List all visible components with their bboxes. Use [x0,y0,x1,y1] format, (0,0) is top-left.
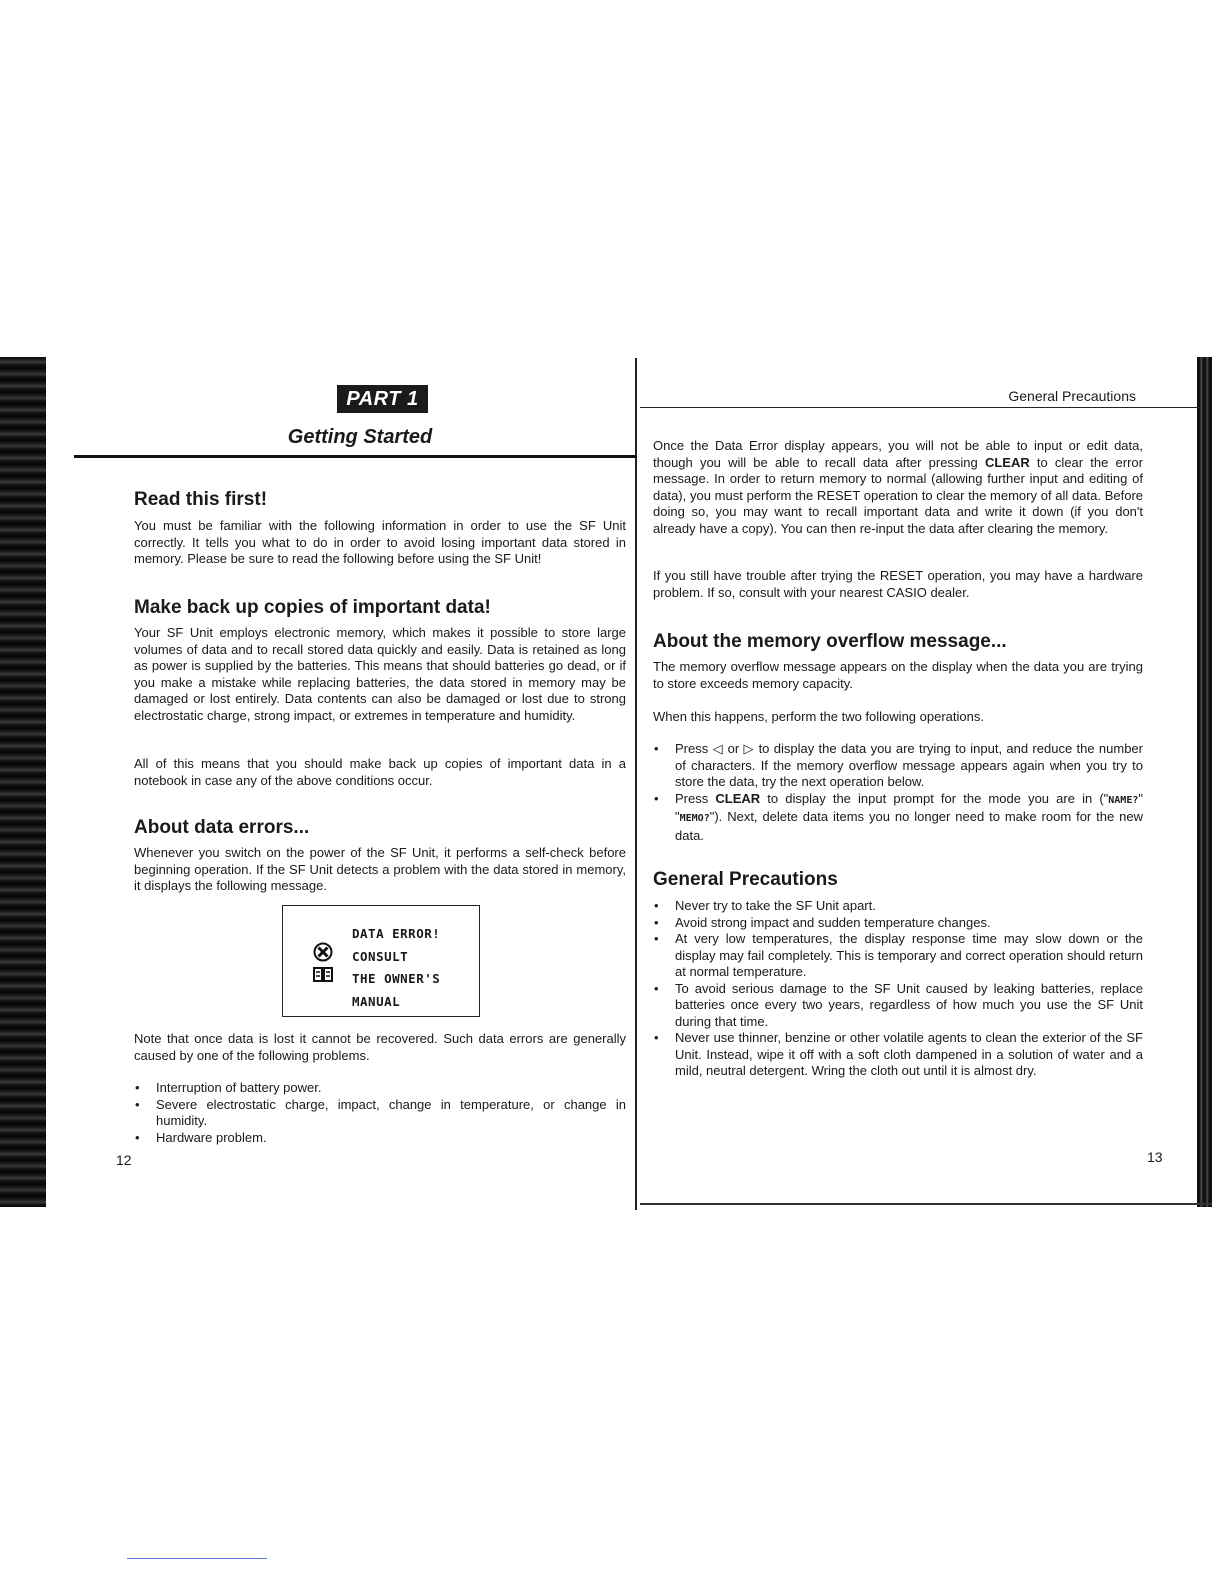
list-item: • Never try to take the SF Unit apart. [653,898,1143,915]
data-errors-cause-list [134,1080,626,1146]
lcd-line: CONSULT [352,948,409,964]
list-item: • At very low temperatures, the display response time may slow down or the display may fail completely. This is temporary and correct operation should return at normal temperature. [653,931,1143,981]
page-bottom-rule [640,1203,1212,1205]
data-error-continued-para: Once the Data Error display appears, you will not be able to input or edit data, though you will be able to recall data after pressing CLEAR to clear the error message. In order to return memory to normal (allowing further input and editing of data), you must perform the RESET operation to clear the memory of all data. Before doing so, you may want to recall important data and write it down (if you don't already have a copy). You can then re-input the data after clearing the memory. [653,438,1143,536]
page-number-left: 12 [116,1152,132,1168]
lcd-text [352,923,440,1013]
scan-artifact-line [127,1558,267,1559]
overflow-body-2: When this happens, perform the two following operations. [653,709,984,724]
chapter-title: Getting Started [287,426,433,448]
list-item: • Press CLEAR to display the input prompt for the mode you are in ("NAME?" "MEMO?"). Next, delete data items you no longer need to make room for the new data. [653,791,1143,845]
backup-body-1: Your SF Unit employs electronic memory, which makes it possible to store large volumes of data and to recall stored data quickly and easily. Data is retained as long as power is supplied by the batteries. This means that should batteries go dead, or if you make a mistake while replacing batteries, the data stored in memory may be damaged or lost entirely. Data contents can also be damaged or lost due to strong electrostatic charge, strong impact, or extremes in temperature and humidity. [134,625,626,723]
mode-prompt-name: NAME? [1108,794,1139,806]
heading-data-errors: About data errors... [134,817,310,838]
lcd-line: DATA ERROR! [352,926,441,941]
list-item: • Interruption of battery power. [134,1080,626,1097]
error-x-icon [313,942,333,962]
list-item: • To avoid serious damage to the SF Unit caused by leaking batteries, replace batteries once every two years, regardless of how much you use the SF Unit during that time. [653,981,1143,1031]
heading-memory-overflow: About the memory overflow message... [653,631,1007,652]
overflow-operations-list [653,741,1143,844]
read-first-body: You must be familiar with the following information in order to use the SF Unit correctly. It tells you what to do in order to avoid losing important data stored in memory. Please be sure to read the following before using the SF Unit! [134,518,626,566]
overflow-body-1: The memory overflow message appears on the display when the data you are trying to store exceeds memory capacity. [653,659,1143,691]
right-arrow-icon: ▷ [743,741,755,756]
clear-key-label: CLEAR [984,454,1030,470]
page-spine-divider [635,358,637,1210]
list-item: • Severe electrostatic charge, impact, change in temperature, or change in humidity. [134,1097,626,1130]
data-errors-body-2: Note that once data is lost it cannot be recovered. Such data errors are generally caused by one of the following problems. [134,1031,626,1063]
hardware-problem-para: If you still have trouble after trying the RESET operation, you may have a hardware problem. If so, consult with your nearest CASIO dealer. [653,568,1143,600]
lcd-data-error-display [282,905,480,1017]
chapter-rule [74,455,637,458]
lcd-line: THE OWNER'S [352,971,441,986]
clear-key-label: CLEAR [715,790,761,806]
lcd-line: MANUAL [352,993,401,1009]
list-item: • Never use thinner, benzine or other volatile agents to clean the exterior of the SF Unit. Instead, wipe it off with a soft cloth dampened in a solution of water and a mild, neutral detergent. Wring the cloth out until it is almost dry. [653,1030,1143,1080]
list-item: • Avoid strong impact and sudden temperature changes. [653,915,1143,932]
page-number-right: 13 [1147,1149,1163,1165]
header-rule [640,407,1200,408]
backup-body-2: All of this means that you should make back up copies of important data in a notebook in case any of the above conditions occur. [134,756,626,788]
heading-read-first: Read this first! [134,489,268,510]
running-head: General Precautions [1008,388,1136,404]
list-item: • Press ◁ or ▷ to display the data you are trying to input, and reduce the number of characters. If the memory overflow message appears again when you try to store the data, try the next operation below. [653,741,1143,791]
mode-prompt-memo: MEMO? [679,813,710,824]
data-errors-body-1: Whenever you switch on the power of the SF Unit, it performs a self-check before beginning operation. If the SF Unit detects a problem with the data stored in memory, it displays the following message. [134,845,626,893]
scan-edge-right [1197,357,1212,1207]
precautions-list [653,898,1143,1080]
heading-general-precautions: General Precautions [653,869,838,890]
list-item: • Hardware problem. [134,1130,626,1147]
scan-edge-left [0,357,46,1207]
left-arrow-icon: ◁ [712,741,724,756]
part-badge: PART 1 [337,385,428,413]
manual-book-icon [313,966,333,982]
heading-backup: Make back up copies of important data! [134,597,491,618]
